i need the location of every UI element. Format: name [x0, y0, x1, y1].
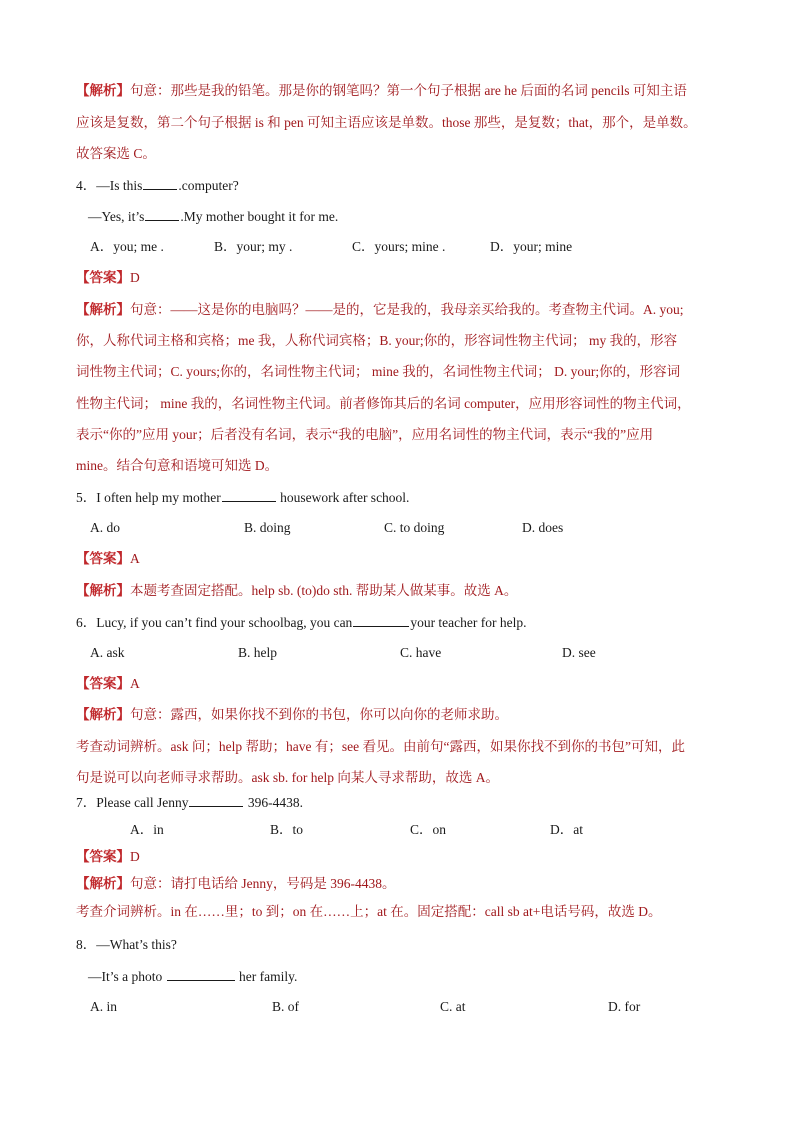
q4-stem-line-2: —Yes, it’s .My mother bought it for me. — [88, 206, 754, 227]
q4-option-d: D．your; mine — [490, 239, 573, 254]
q6-option-a: A. ask — [90, 645, 125, 660]
q6-analysis-line-3: 句是说可以向老师寻求帮助。ask sb. for help 向某人寻求帮助，故选 A。 — [76, 770, 499, 785]
q7-stem: 7．Please call Jenny 396-4438. — [76, 792, 754, 813]
q8-option-d: D. for — [608, 999, 641, 1014]
q8-stem: 8．—What’s this? — [76, 937, 177, 952]
q5-option-b: B. doing — [244, 520, 291, 535]
q6-stem: 6．Lucy, if you can’t find your schoolbag, you can your teacher for help. — [76, 612, 754, 633]
q5-answer: 【答案】A — [76, 551, 140, 566]
q5-option-a: A. do — [90, 520, 120, 535]
q7-answer: 【答案】D — [76, 849, 140, 864]
q4-analysis-line-6: mine。结合句意和语境可知选 D。 — [76, 458, 279, 473]
answer-blank — [145, 206, 179, 221]
q4-analysis-line-4: 性物主代词； mine 我的，名词性物主代词。前者修饰其后的名词 computer，应用形容词性的物主代词， — [76, 396, 691, 411]
q8-options — [90, 997, 750, 1017]
answer-blank — [353, 612, 409, 627]
analysis-tag: 【解析】 — [76, 83, 130, 98]
q6-option-c: C. have — [400, 645, 442, 660]
q4-answer: 【答案】D — [76, 270, 140, 285]
q4-option-c: C．yours; mine . — [352, 239, 446, 254]
q5-stem: 5．I often help my mother housework after school. — [76, 487, 754, 508]
q8-option-c: C. at — [440, 999, 466, 1014]
q4-analysis-line-1: 【解析】句意：——这是你的电脑吗？——是的，它是我的，我母亲买给我的。考查物主代词。A. you; — [76, 302, 684, 317]
q6-option-b: B. help — [238, 645, 277, 660]
q7-analysis-line-1: 【解析】句意：请打电话给 Jenny，号码是 396-4438。 — [76, 876, 396, 891]
q8-stem-line-2: —It’s a photo her family. — [88, 966, 754, 987]
q6-analysis-line-1: 【解析】句意：露西，如果你找不到你的书包，你可以向你的老师求助。 — [76, 707, 508, 722]
q7-option-b: B．to — [270, 822, 304, 837]
q3-analysis-line-1: 【解析】句意：那些是我的铅笔。那是你的钢笔吗？第一个句子根据 are he 后面的名词 pencils 可知主语 — [76, 83, 687, 98]
q4-option-b: B．your; my . — [214, 239, 293, 254]
q6-option-d: D. see — [562, 645, 596, 660]
q7-option-a: A．in — [130, 822, 164, 837]
q4-analysis-line-5: 表示“你的”应用 your；后者没有名词，表示“我的电脑”，应用名词性的物主代词，表示“我的”应用 — [76, 427, 654, 442]
q6-answer: 【答案】A — [76, 676, 140, 691]
q4-analysis-line-3: 词性物主代词；C. yours;你的，名词性物主代词； mine 我的，名词性物主代词； D. your;你的，形容词 — [76, 364, 681, 379]
q8-option-a: A. in — [90, 999, 117, 1014]
q3-analysis-line-3: 故答案选 C。 — [76, 146, 156, 161]
q5-option-d: D. does — [522, 520, 564, 535]
q5-option-c: C. to doing — [384, 520, 445, 535]
q3-analysis-line-2: 应该是复数，第二个句子根据 is 和 pen 可知主语应该是单数。those 那些，是复数；that，那个，是单数。 — [76, 115, 697, 130]
answer-blank — [189, 792, 243, 807]
q4-analysis-line-2: 你，人称代词主格和宾格；me 我，人称代词宾格；B. your;你的，形容词性物主代词； my 我的，形容 — [76, 333, 678, 348]
q8-option-b: B. of — [272, 999, 299, 1014]
q4-options — [90, 237, 750, 257]
q5-analysis: 【解析】本题考查固定搭配。help sb. (to)do sth. 帮助某人做某事。故选 A。 — [76, 583, 518, 598]
q7-options — [130, 820, 790, 840]
q7-analysis-line-2: 考查介词辨析。in 在……里；to 到；on 在……上；at 在。固定搭配：call sb at+电话号码，故选 D。 — [76, 904, 662, 919]
answer-blank — [167, 966, 235, 981]
answer-blank — [143, 175, 177, 190]
q6-analysis-line-2: 考查动词辨析。ask 问；help 帮助；have 有；see 看见。由前句“露西，如果你找不到你的书包”可知，此 — [76, 739, 685, 754]
q5-options — [90, 518, 750, 538]
q4-stem: 4．—Is this .computer? — [76, 175, 754, 196]
q4-option-a: A．you; me . — [90, 239, 164, 254]
answer-blank — [222, 487, 276, 502]
q7-option-d: D．at — [550, 822, 583, 837]
q6-options — [90, 643, 750, 663]
q7-option-c: C．on — [410, 822, 447, 837]
